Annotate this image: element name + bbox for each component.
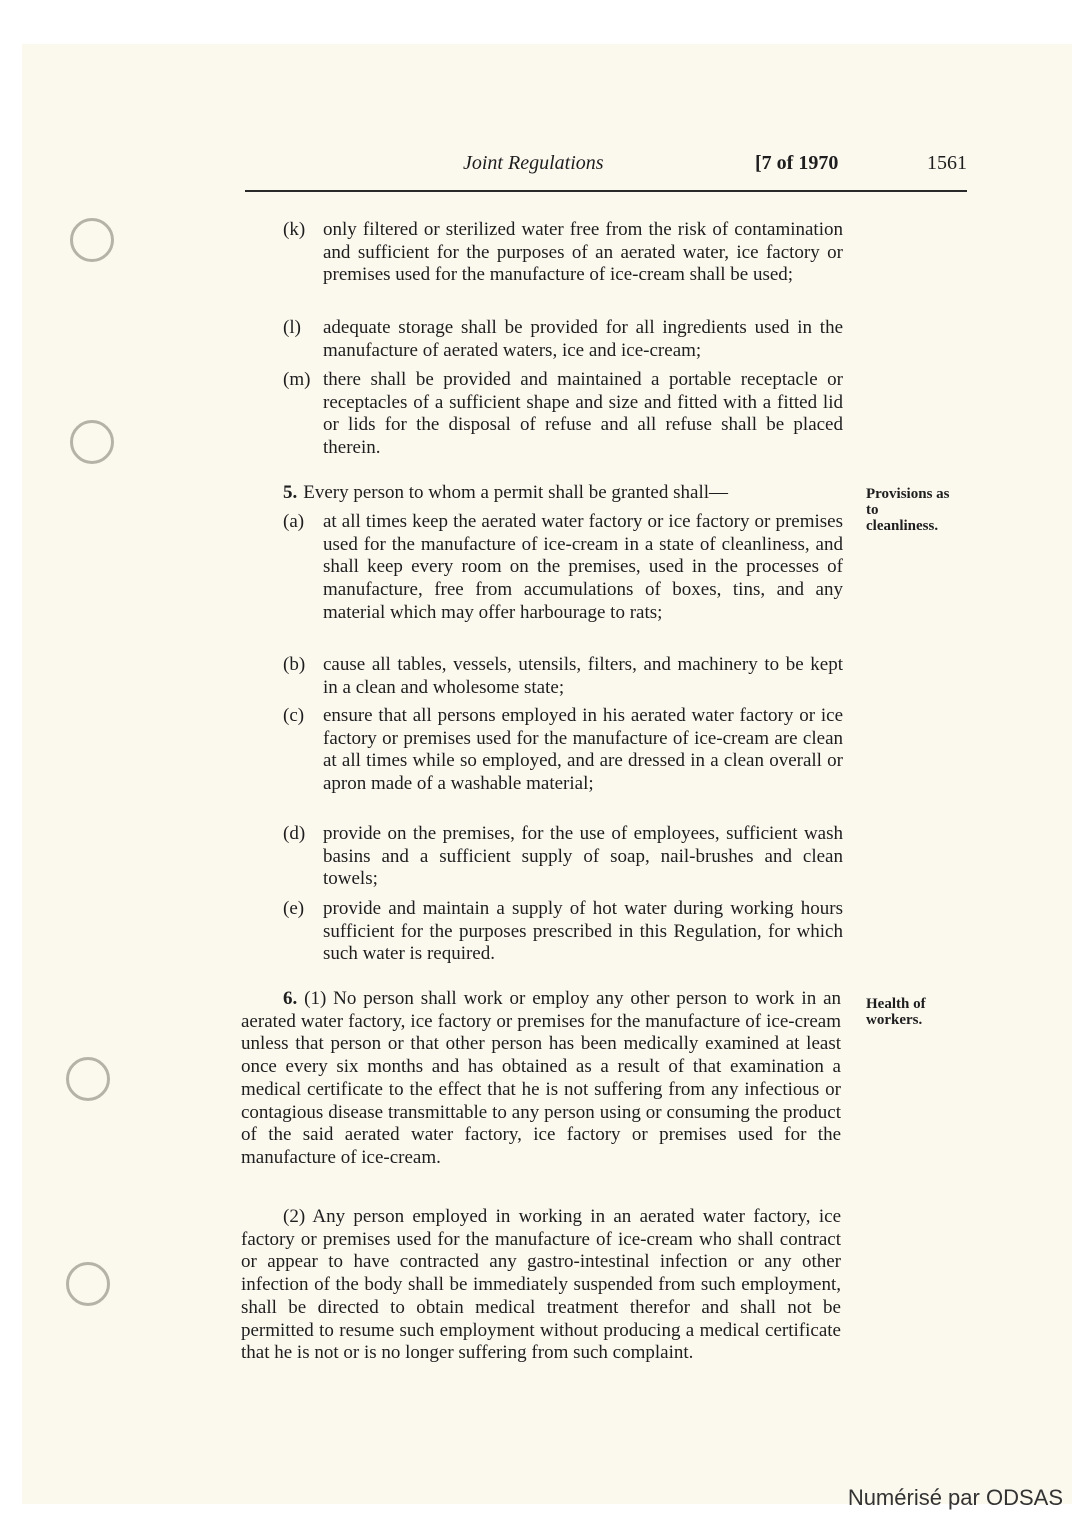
item-label: (e): [283, 898, 305, 919]
item-label: (m): [283, 369, 311, 390]
section-6-para-2-text: (2) Any person employed in working in an aerated water factory, ice factory or premises used for the manufacture of ice-cream who shall contract or appear to have contracted any gastro-intestinal infection or any other infection of the body shall be immediately suspended from such employment, shall be directed to obtain medical treatment therefor and shall not be permitted to resume such employment without producing a medical certificate that he is not or is no longer suffering from such complaint.: [241, 1206, 841, 1364]
header-act-number: [7 of 1970: [755, 152, 839, 174]
item-label: (c): [283, 705, 305, 726]
list-item-k: [283, 219, 843, 287]
item-text: at all times keep the aerated water factory or ice factory or premises used for the manufacture of ice-cream in a state of cleanliness, and shall keep every room on the premises, used in the processes of manufacture, free from accumulations of boxes, tins, and any material which may offer harbourage to rats;: [323, 511, 843, 623]
section-6-paragraph-1: [241, 988, 841, 1170]
digitization-credit: Numérisé par ODSAS: [847, 1485, 1063, 1510]
section-5-intro-text: Every person to whom a permit shall be granted shall—: [303, 482, 729, 503]
list-item-e: [283, 898, 843, 966]
running-header: [245, 150, 967, 180]
binder-hole-icon: [70, 218, 114, 262]
item-label: (b): [283, 654, 306, 675]
list-item-d: [283, 823, 843, 891]
list-item-c: [283, 705, 843, 796]
binder-hole-icon: [70, 420, 114, 464]
margin-note-health: Health of workers.: [866, 996, 926, 1028]
section-5-number: 5.: [283, 482, 298, 503]
section-5-intro: [283, 482, 843, 505]
item-text: there shall be provided and maintained a portable receptacle or receptacles of a sufficient shape and size and fitted with a fitted lid or lids for the disposal of refuse and all refuse shall be placed therein.: [323, 369, 843, 459]
item-label: (k): [283, 219, 306, 240]
list-item-a: [283, 511, 843, 625]
item-text: only filtered or sterilized water free from the risk of contamination and sufficient for the purposes of an aerated water, ice factory or premises used for the manufacture of ice-cream shall be used;: [323, 219, 843, 286]
header-title: Joint Regulations: [463, 152, 604, 174]
item-text: adequate storage shall be provided for all ingredients used in the manufacture of aerated waters, ice and ice-cream;: [323, 317, 843, 361]
item-label: (d): [283, 823, 306, 844]
item-text: cause all tables, vessels, utensils, filters, and machinery to be kept in a clean and wholesome state;: [323, 654, 843, 698]
page-number: 1561: [927, 152, 967, 174]
section-6-para-1-text: (1) No person shall work or employ any other person to work in an aerated water factory, ice factory or premises for the manufacture of ice-cream unless that person or that other person has been medically examined at least once every six months and has obtained as a result of that examination a medical certificate to the effect that he is not suffering from any infectious or contagious disease transmittable to any person using or consuming the product of the said aerated water factory, ice factory or premises used for the manufacture of ice-cream.: [241, 988, 842, 1168]
item-text: provide and maintain a supply of hot water during working hours sufficient for the purposes prescribed in this Regulation, for which such water is required.: [323, 898, 843, 965]
item-label: (a): [283, 511, 305, 532]
list-item-b: [283, 654, 843, 699]
margin-note-cleanliness: Provisions as to cleanliness.: [866, 486, 950, 534]
section-6-number: 6.: [283, 988, 298, 1009]
binder-hole-icon: [66, 1262, 110, 1306]
header-rule: [245, 190, 967, 192]
item-label: (l): [283, 317, 301, 338]
list-item-l: [283, 317, 843, 362]
item-text: provide on the premises, for the use of employees, sufficient wash basins and a sufficient supply of soap, nail-brushes and clean towels;: [323, 823, 843, 890]
section-6-paragraph-2: [241, 1206, 841, 1365]
binder-hole-icon: [66, 1057, 110, 1101]
item-text: ensure that all persons employed in his aerated water factory or ice factory or premises used for the manufacture of ice-cream are clean at all times while so employed, and are dressed in a clean overall or apron made of a washable material;: [323, 705, 843, 795]
list-item-m: [283, 369, 843, 460]
